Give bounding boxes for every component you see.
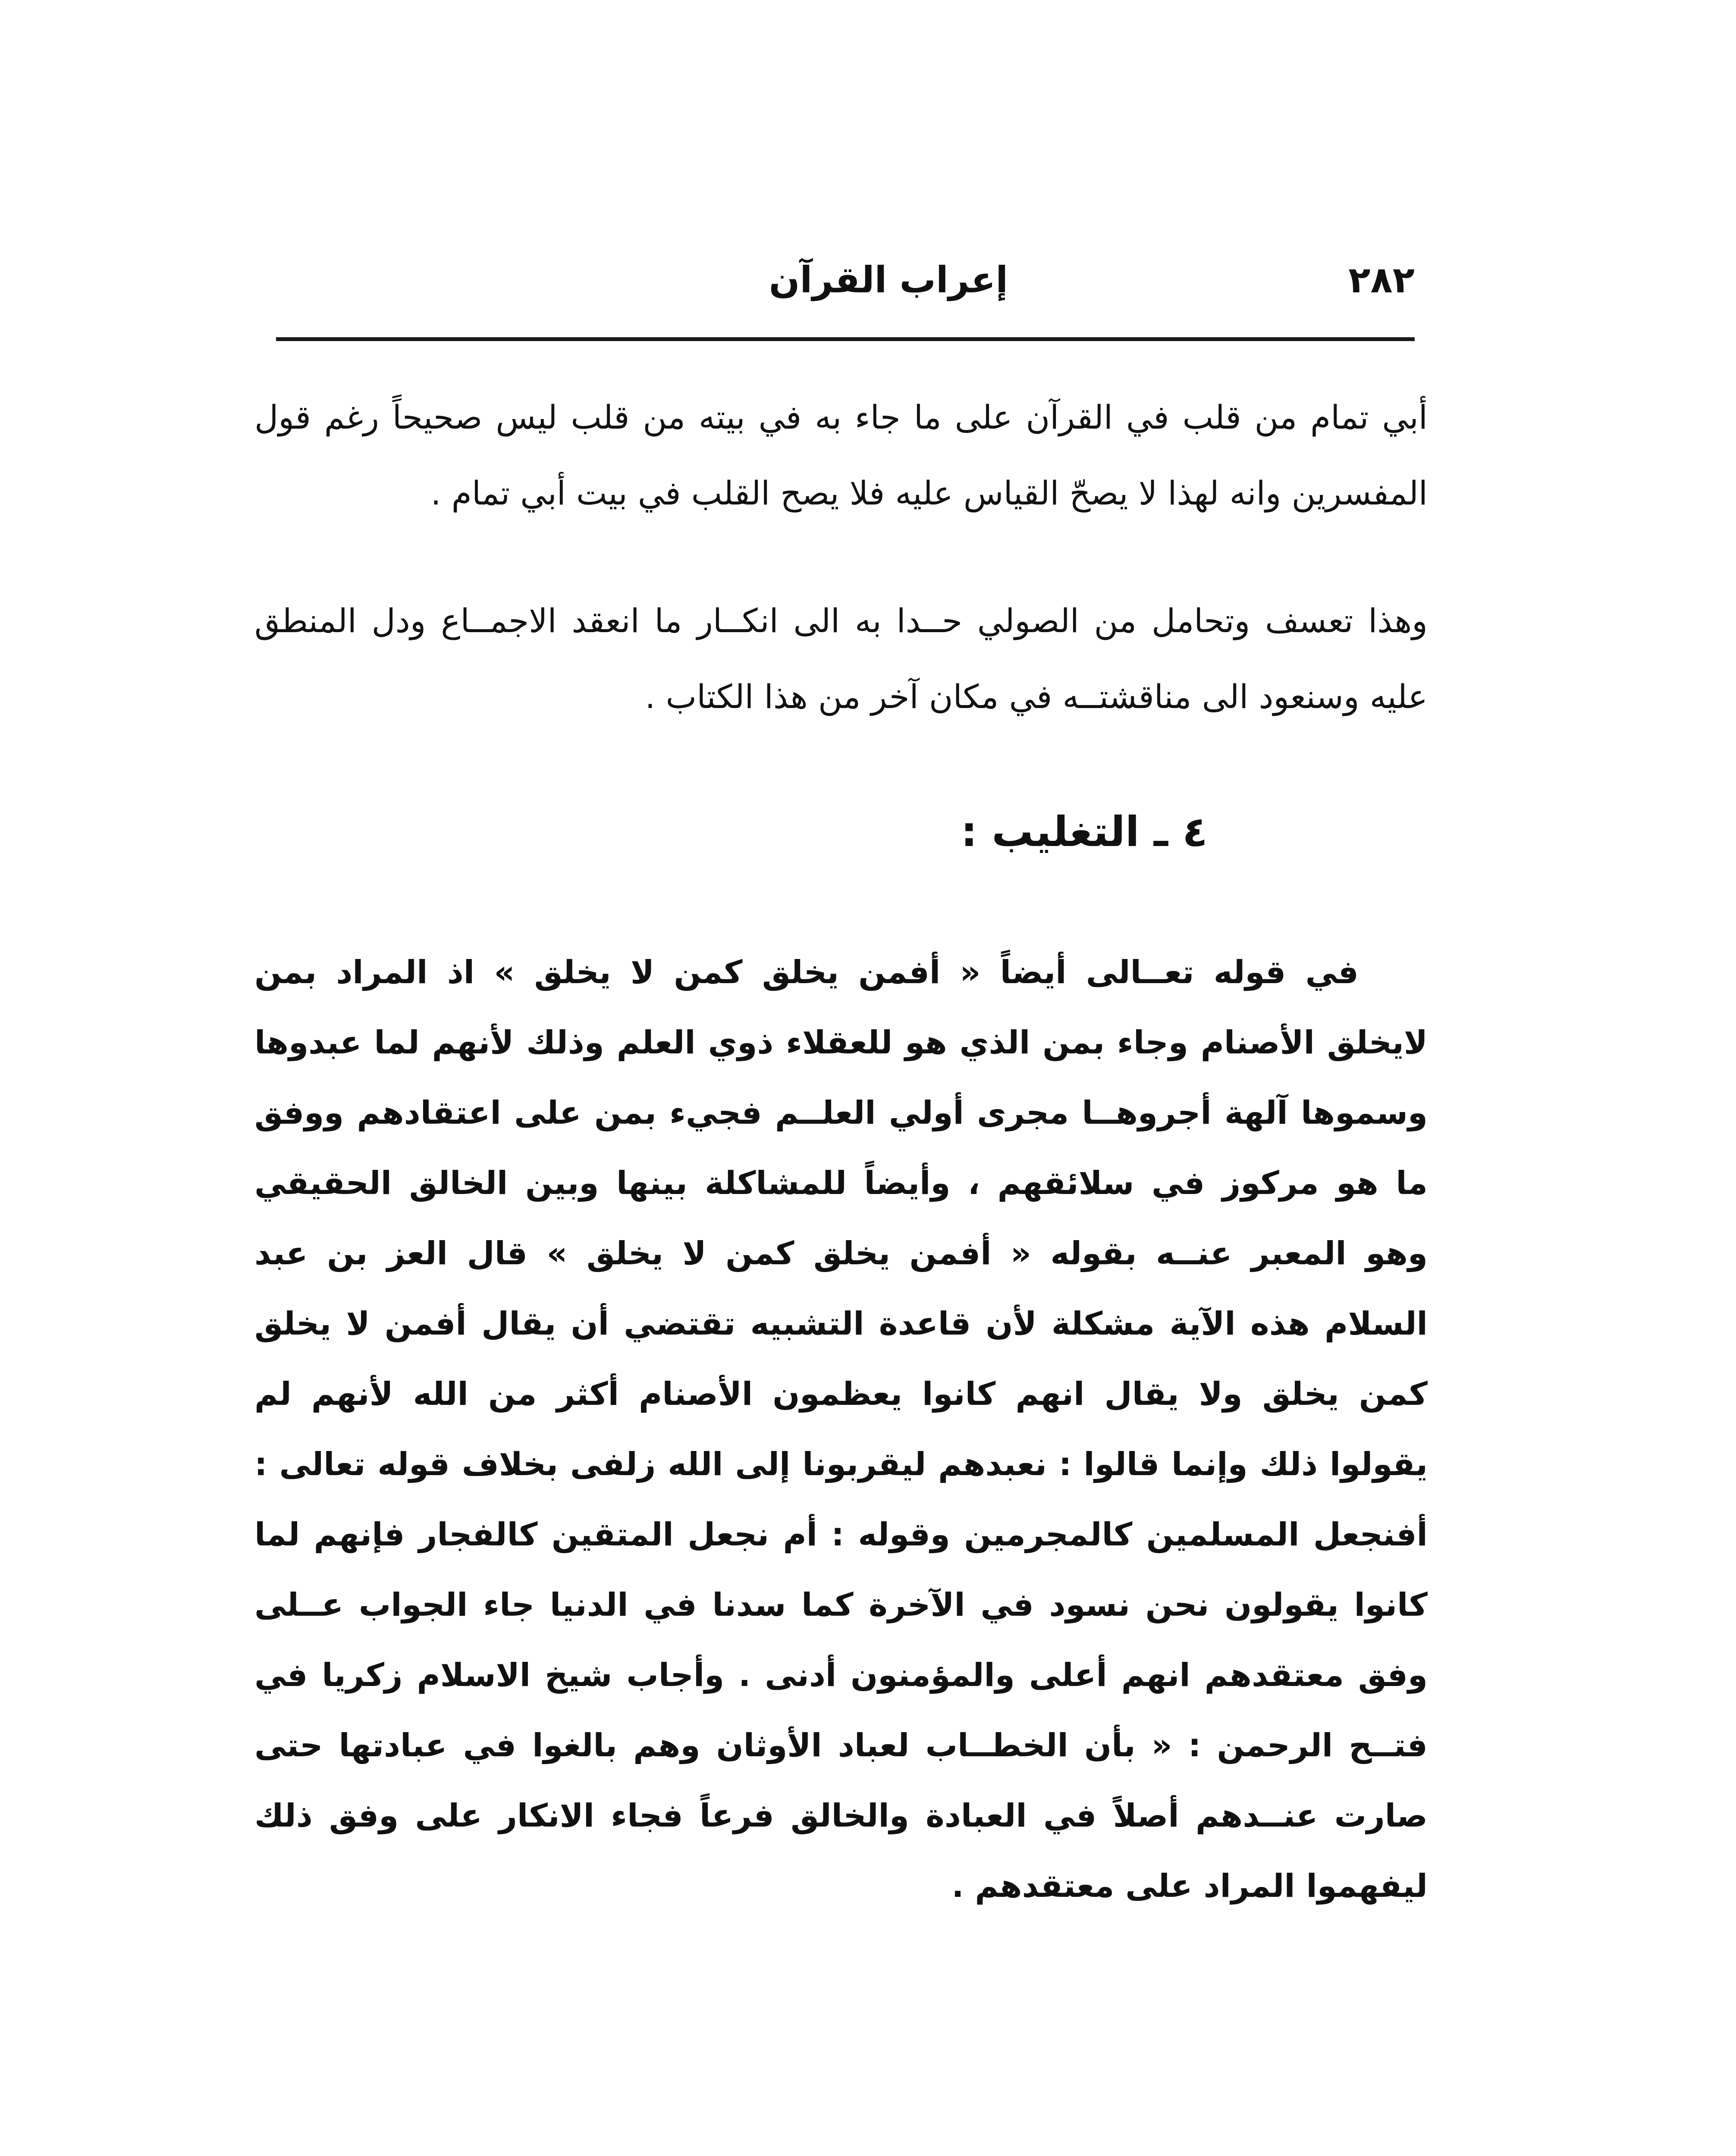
page-header bbox=[276, 259, 1415, 323]
section-paragraph: في قوله تعــالى أيضاً « أفمن يخلق كمن لا يخلق » اذ المراد بمن لايخلق الأصنام وجاء بمن الذي هو للعقلاء ذوي العلم وذلك لأنهم لما عبدوها وسموها آلهة أجروهــا مجرى أولي العلــم فجيء بمن على اعتقادهم ووفق ما هو مركوز في سلائقهم ، وأيضاً للمشاكلة بينها وبين الخالق الحقيقي وهو المعبر عنــه بقوله « أفمن يخلق كمن لا يخلق » قال العز بن عبد السلام هذه الآية مشكلة لأن قاعدة التشبيه تقتضي أن يقال أفمن لا يخلق كمن يخلق ولا يقال انهم كانوا يعظمون الأصنام أكثر من الله لأنهم لم يقولوا ذلك وإنما قالوا : نعبدهم ليقربونا إلى الله زلفى بخلاف قوله تعالى : أفنجعل المسلمين كالمجرمين وقوله : أم نجعل المتقين كالفجار فإنهم لما كانوا يقولون نحن نسود في الآخرة كما سدنا في الدنيا جاء الجواب عــلى وفق معتقدهم انهم أعلى والمؤمنون أدنى . وأجاب شيخ الاسلام زكريا في فتــح الرحمن : « بأن الخطــاب لعباد الأوثان وهم بالغوا في عبادتها حتى صارت عنــدهم أصلاً في العبادة والخالق فرعاً فجاء الانكار على وفق ذلك ليفهموا المراد على معتقدهم . bbox=[254, 954, 1428, 1905]
running-title: إعراب القرآن bbox=[769, 259, 1008, 301]
page-number: ٢٨٢ bbox=[1348, 259, 1415, 301]
page-body bbox=[254, 379, 1428, 1921]
paragraph-1: أبي تمام من قلب في القرآن على ما جاء به في بيته من قلب ليس صحيحاً رغم قول المفسرين وانه لهذا لا يصحّ القياس عليه فلا يصح القلب في بيت أبي تمام . bbox=[254, 398, 1428, 512]
header-divider bbox=[276, 337, 1415, 341]
section-heading: ٤ ـ التغليب : bbox=[961, 808, 1208, 856]
paragraph-2: وهذا تعسف وتحامل من الصولي حــدا به الى انكــار ما انعقد الاجمــاع ودل المنطق عليه وسنعود الى مناقشتــه في مكان آخر من هذا الكتاب . bbox=[254, 602, 1428, 716]
